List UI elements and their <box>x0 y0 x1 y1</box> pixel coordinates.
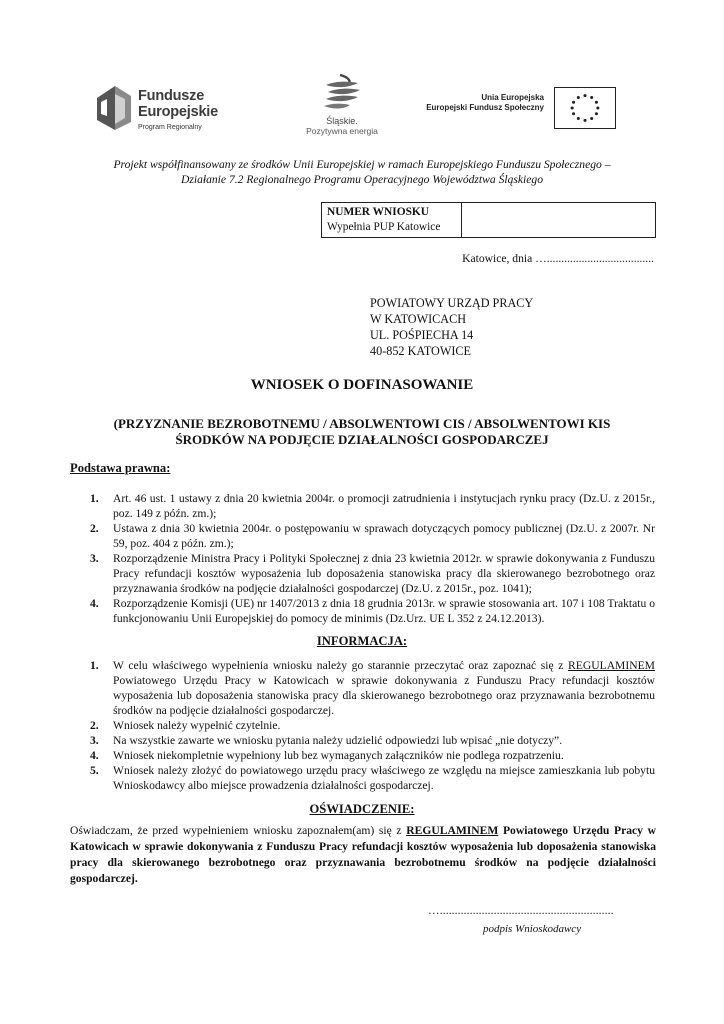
slaskie-logo <box>296 73 388 141</box>
information-heading: INFORMACJA: <box>316 634 408 648</box>
item-number: 2. <box>90 719 99 732</box>
slaskie-line2: Pozytywna energia <box>306 126 378 136</box>
application-number-label: NUMER WNIOSKU <box>327 206 429 218</box>
address-line: W KATOWICACH <box>370 312 467 326</box>
declaration-regulamin: REGULAMINEM <box>406 824 499 837</box>
project-line1: Projekt współfinansowany ze środków Unii Europejskiej w ramach Europejskiego Funduszu Społecznego – <box>113 158 611 171</box>
fundusze-line2: Europejskie <box>138 104 218 120</box>
list-item <box>70 491 655 521</box>
subtitle-line1: (PRZYZNANIE BEZROBOTNEMU / ABSOLWENTOWI CIS / ABSOLWENTOWI KIS <box>113 416 611 431</box>
list-item <box>70 718 655 733</box>
ue-line2: Europejski Fundusz Społeczny <box>426 103 544 112</box>
document-subtitle <box>60 416 664 448</box>
item-text: Wniosek należy złożyć do powiatowego urzędu pracy właściwego ze względu na miejsce zamieszkania lub pobytu Wnioskodawcy albo miejsce prowadzenia działalności gospodarczej. <box>113 764 655 792</box>
item-text: Powiatowego Urzędu Pracy w Katowicach w sprawie dokonywania z Funduszu Pracy refundacji kosztów wyposażenia lub doposażenia stanowiska pracy dla skierowanego bezrobotnego oraz przyznawania bezrobotnemu środków na podjęcie działalności gospodarczej. <box>113 674 655 717</box>
list-item <box>70 658 655 718</box>
item-text: Art. 46 ust. 1 ustawy z dnia 20 kwietnia 2004r. o promocji zatrudnienia i instytucjach rynku pracy (Dz.U. z 2015r., poz. 149 z późn. zm.); <box>113 492 655 520</box>
regulamin-link-text: REGULAMINEM <box>568 659 655 672</box>
address-line: POWIATOWY URZĄD PRACY <box>370 296 534 310</box>
item-text: Na wszystkie zawarte we wniosku pytania należy udzielić odpowiedzi lub wpisać „nie dotyczy”. <box>113 734 563 747</box>
list-item <box>70 551 655 596</box>
list-item <box>70 733 655 748</box>
declaration-plain: Oświadczam, że przed wypełnieniem wniosku zapoznałem(am) się z <box>70 824 407 837</box>
item-text: Ustawa z dnia 30 kwietnia 2004r. o postępowaniu w sprawach dotyczących pomocy publicznej (Dz.U. z 2007r. Nr 59, poz. 404 z późn. zm.); <box>113 522 655 550</box>
declaration-heading: OŚWIADCZENIE: <box>309 802 415 816</box>
item-text: Rozporządzenie Ministra Pracy i Polityki Społecznej z dnia 23 kwietnia 2012r. w sprawie dokonywania z Funduszu Pracy refundacji kosztów wyposażenia lub doposażenia stanowiska pracy dla skierowanego bezrobotnego oraz przyznawania środków na podjęcie działalności gospodarczej (Dz.U. z 2015r., poz. 1041); <box>113 552 655 595</box>
item-number: 3. <box>90 552 99 565</box>
item-number: 1. <box>90 492 99 505</box>
recipient-address <box>370 295 533 359</box>
address-line: UL. POŚPIECHA 14 <box>370 328 474 342</box>
fundusze-europejskie-logo <box>95 84 245 136</box>
item-text: Wniosek należy wypełnić czytelnie. <box>113 719 281 732</box>
place-date-line: Katowice, dnia …..................................... <box>462 252 654 265</box>
slaskie-wave-icon <box>318 73 366 115</box>
unia-europejska-logo <box>420 87 616 129</box>
item-text: Wniosek niekompletnie wypełniony lub bez wymaganych załączników nie podlega rozpatrzeniu. <box>113 749 564 762</box>
application-number-box <box>321 202 656 238</box>
list-item <box>70 748 655 763</box>
signature-line: ….......................................................... <box>428 904 614 917</box>
application-number-field[interactable] <box>462 203 655 237</box>
document-title: WNIOSEK O DOFINASOWANIE <box>250 377 474 393</box>
declaration-bold: Powiatowego Urzędu Pracy w Katowicach w sprawie dokonywania z Funduszu Pracy refundacji kosztów wyposażenia lub doposażenia stanowiska pracy dla skierowanego bezrobotnego oraz przyznawania bezrobotnemu środków na podjęcie działalności gospodarczej. <box>70 824 656 885</box>
fundusze-line1: Fundusze <box>138 88 205 104</box>
list-item <box>70 596 655 626</box>
legal-basis-heading: Podstawa prawna: <box>70 461 171 475</box>
item-text: Rozporządzenie Komisji (UE) nr 1407/2013 z dnia 18 grudnia 2013r. w sprawie stosowania art. 107 i 108 Traktatu o funkcjonowaniu Unii Europejskiej do pomocy de minimis (Dz.Urz. UE L 352 z 24.12.2013). <box>113 597 655 625</box>
legal-basis-list <box>70 491 655 626</box>
fundusze-europejskie-icon <box>95 84 133 134</box>
item-number: 5. <box>90 764 99 777</box>
item-number: 1. <box>90 659 99 672</box>
signature-label: podpis Wnioskodawcy <box>483 923 582 935</box>
information-list <box>70 658 655 793</box>
list-item <box>70 521 655 551</box>
list-item <box>70 763 655 793</box>
item-number: 4. <box>90 597 99 610</box>
item-number: 4. <box>90 749 99 762</box>
project-line2: Działanie 7.2 Regionalnego Programu Operacyjnego Województwa Śląskiego <box>180 173 544 186</box>
item-text: W celu właściwego wypełnienia wniosku należy go starannie przeczytać oraz zapoznać się z <box>113 659 569 672</box>
ue-line1: Unia Europejska <box>481 93 544 102</box>
declaration-text <box>70 823 656 887</box>
subtitle-line2: ŚRODKÓW NA PODJĘCIE DZIAŁALNOŚCI GOSPODARCZEJ <box>175 432 549 447</box>
fundusze-line3: Program Regionalny <box>138 124 202 131</box>
item-number: 2. <box>90 522 99 535</box>
application-number-note: Wypełnia PUP Katowice <box>327 221 441 233</box>
eu-flag-icon <box>554 87 616 129</box>
address-line: 40-852 KATOWICE <box>370 344 471 358</box>
item-number: 3. <box>90 734 99 747</box>
slaskie-line1: Śląskie. <box>326 116 358 126</box>
project-funding-note <box>70 157 654 187</box>
